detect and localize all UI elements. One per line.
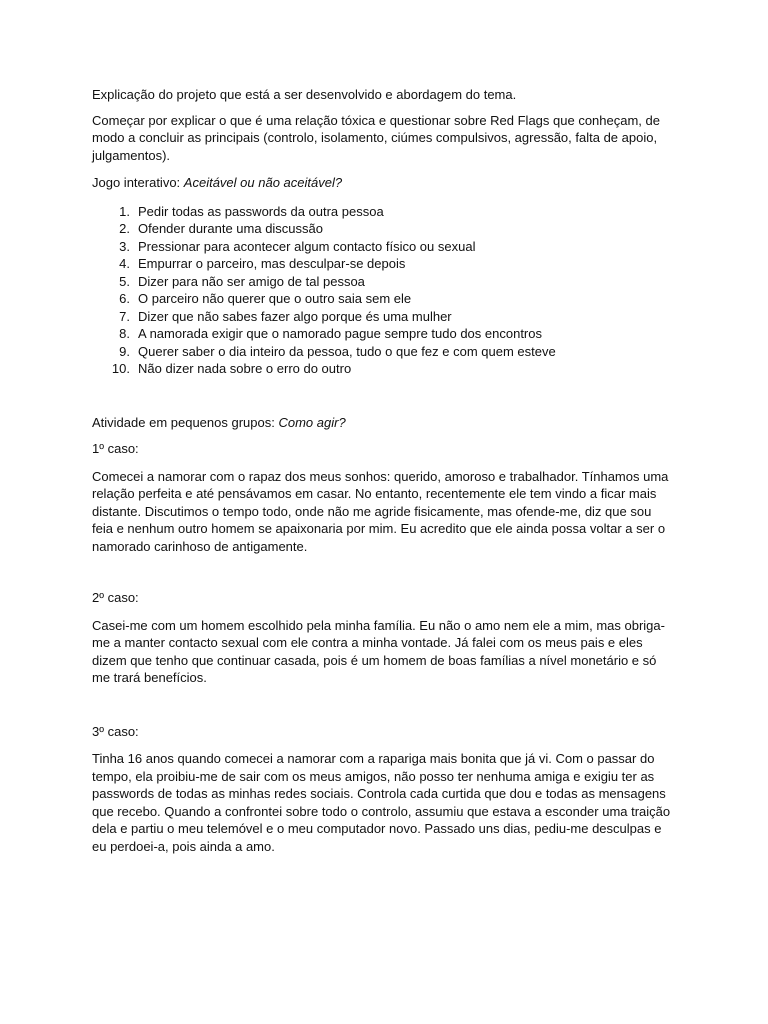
list-item [92,290,672,308]
caso-3-text: Tinha 16 anos quando comecei a namorar com a rapariga mais bonita que já vi. Com o passar do tempo, ela proibiu-me de sair com os meus amigos, não posso ter nenhuma amiga e exigiu ter as passwords de todas as minhas redes sociais. Controla cada curtida que dou e todas as mensagens que recebo. Quando a confrontei sobre todo o controlo, assumiu que estava a esconder uma traição dela e partiu o meu telemóvel e o meu computador novo. Passado uns dias, pediu-me desculpas e eu perdoei-a, pois ainda a amo. [92,751,671,854]
list-item-text: Dizer para não ser amigo de tal pessoa [138,273,365,289]
list-item-text: O parceiro não querer que o outro saia sem ele [138,291,412,306]
list-item-number: 6. [119,291,130,306]
caso-1-text: Comecei a namorar com o rapaz dos meus sonhos: querido, amoroso e trabalhador. Tínhamos uma relação perfeita e até pensávamos em casar. No entanto, recentemente ele tem vindo a ficar mais distante. Discutimos o tempo todo, onde não me agride fisicamente, mas ofende-me, diz que sou feia e nenhum outro homem se apaixonaria por mim. Eu acredito que ele ainda possa voltar a ser o namorado carinhoso de antigamente. [92,468,669,554]
spacer [92,378,672,414]
atividade-subtitle: Como agir? [278,414,346,430]
list-item-number: 8. [119,326,130,341]
atividade-label: Atividade em pequenos grupos: [92,414,275,430]
list-item [92,360,672,378]
list-item [92,220,672,238]
list-item [92,343,672,361]
list-item-text: Dizer que não sabes fazer algo porque és uma mulher [138,308,452,324]
list-item-text: Querer saber o dia inteiro da pessoa, tudo o que fez e com quem esteve [138,343,556,359]
list-item-number: 9. [119,343,130,359]
caso-3-title: 3º caso: [92,723,139,739]
list-item [92,273,672,291]
caso-2-title: 2º caso: [92,590,139,605]
spacer [92,555,672,589]
intro-paragraph: Começar por explicar o que é uma relação tóxica e questionar sobre Red Flags que conheçam, de modo a concluir as principais (controlo, isolamento, ciúmes compulsivos, agressão, falta de apoio, julgamentos). [92,112,660,163]
list-item-number: 2. [119,221,130,236]
list-item-number: 5. [119,273,130,289]
list-item-text: Empurrar o parceiro, mas desculpar-se depois [138,256,406,271]
list-item-text: Pedir todas as passwords da outra pessoa [138,203,384,219]
list-item [92,203,672,221]
list-item [92,325,672,343]
list-item-number: 10. [111,361,130,376]
intro-title: Explicação do projeto que está a ser desenvolvido e abordagem do tema. [92,87,517,102]
jogo-heading [92,174,672,192]
acceptable-list [92,203,672,378]
document-page [92,86,672,855]
list-item [92,255,672,273]
jogo-label: Jogo interativo: [92,175,181,190]
list-item-number: 3. [119,238,130,254]
list-item-text: A namorada exigir que o namorado pague sempre tudo dos encontros [138,326,542,341]
list-item-text: Não dizer nada sobre o erro do outro [138,361,352,376]
list-item-text: Ofender durante uma discussão [138,221,323,236]
atividade-heading [92,414,672,432]
list-item-number: 1. [119,203,130,219]
list-item-number: 4. [119,256,130,271]
list-item-text: Pressionar para acontecer algum contacto físico ou sexual [138,238,476,254]
list-item [92,308,672,326]
spacer [92,687,672,723]
list-item [92,238,672,256]
list-item-number: 7. [119,308,130,324]
caso-1-title: 1º caso: [92,441,139,456]
jogo-subtitle: Aceitável ou não aceitável? [183,175,343,190]
caso-2-text: Casei-me com um homem escolhido pela minha família. Eu não o amo nem ele a mim, mas obriga-me a manter contacto sexual com ele contra a minha vontade. Já falei com os meus pais e eles dizem que tenho que continuar casada, pois é um homem de boas famílias a nível monetário e só me trará benefícios. [92,617,665,685]
